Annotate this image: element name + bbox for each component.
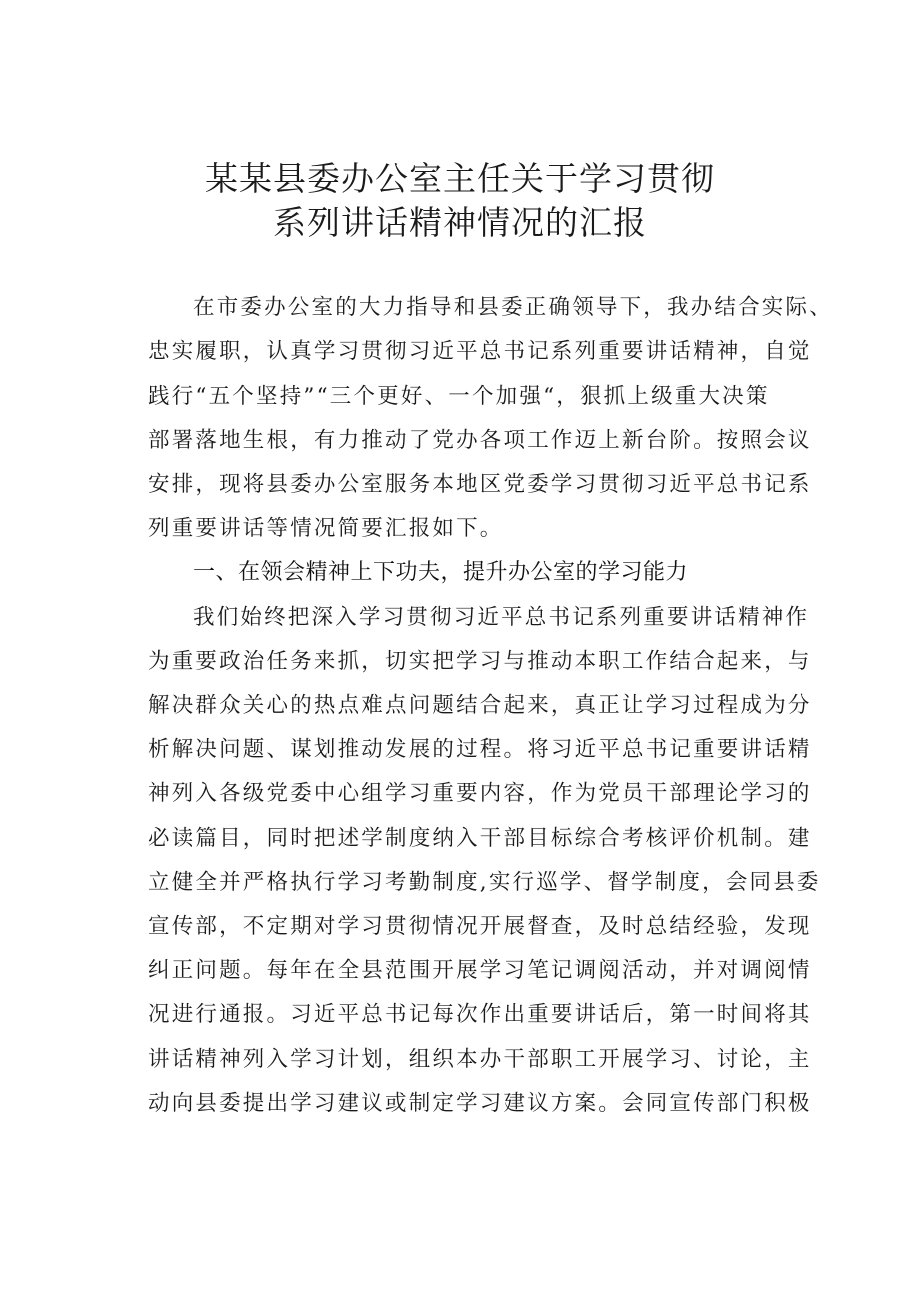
section-1-paragraph-line: 为重要政治任务来抓，切实把学习与推动本职工作结合起来，与: [148, 649, 812, 674]
document-title-line-2: 系列讲话精神情况的汇报: [273, 203, 647, 242]
intro-paragraph-line: 列重要讲话等情况简要汇报如下。: [148, 516, 504, 541]
section-1-paragraph-line: 动向县委提出学习建议或制定学习建议方案。会同宣传部门积极: [148, 1091, 812, 1116]
intro-paragraph-line: 部署落地生根，有力推动了党办各项工作迈上新台阶。按照会议: [148, 428, 812, 453]
section-1-paragraph-line: 讲话精神列入学习计划，组织本办干部职工开展学习、讨论，主: [148, 1047, 812, 1072]
section-1-paragraph-line: 析解决问题、谋划推动发展的过程。将习近平总书记重要讲话精: [148, 737, 812, 762]
section-1-paragraph-line: 神列入各级党委中心组学习重要内容，作为党员干部理论学习的: [148, 781, 812, 806]
intro-paragraph-line: 在市委办公室的大力指导和县委正确领导下，我办结合实际、: [193, 295, 833, 320]
section-1-paragraph-line: 我们始终把深入学习贯彻习近平总书记系列重要讲话精神作: [193, 605, 810, 630]
section-1-paragraph-line: 必读篇目，同时把述学制度纳入干部目标综合考核评价机制。建: [148, 826, 812, 851]
section-1-paragraph-line: 纠正问题。每年在全县范围开展学习笔记调阅活动，并对调阅情: [148, 958, 812, 983]
section-1-paragraph-line: 解决群众关心的热点难点问题结合起来，真正让学习过程成为分: [148, 693, 812, 718]
section-1-paragraph-line: 况进行通报。习近平总书记每次作出重要讲话后，第一时间将其: [148, 1002, 812, 1027]
section-1-heading: 一、在领会精神上下功夫，提升办公室的学习能力: [193, 560, 689, 585]
intro-paragraph-line: 践行“五个坚持”“三个更好、一个加强“，狠抓上级重大决策: [148, 384, 770, 409]
intro-paragraph-line: 忠实履职，认真学习贯彻习近平总书记系列重要讲话精神，自觉: [148, 339, 812, 364]
intro-paragraph-line: 安排，现将县委办公室服务本地区党委学习贯彻习近平总书记系: [148, 472, 812, 497]
section-1-paragraph-line: 宣传部，不定期对学习贯彻情况开展督查，及时总结经验，发现: [148, 914, 812, 939]
document-title-line-1: 某某县委办公室主任关于学习贯彻: [205, 159, 715, 198]
section-1-paragraph-line: 立健全并严格执行学习考勤制度,实行巡学、督学制度，会同县委: [148, 870, 821, 895]
